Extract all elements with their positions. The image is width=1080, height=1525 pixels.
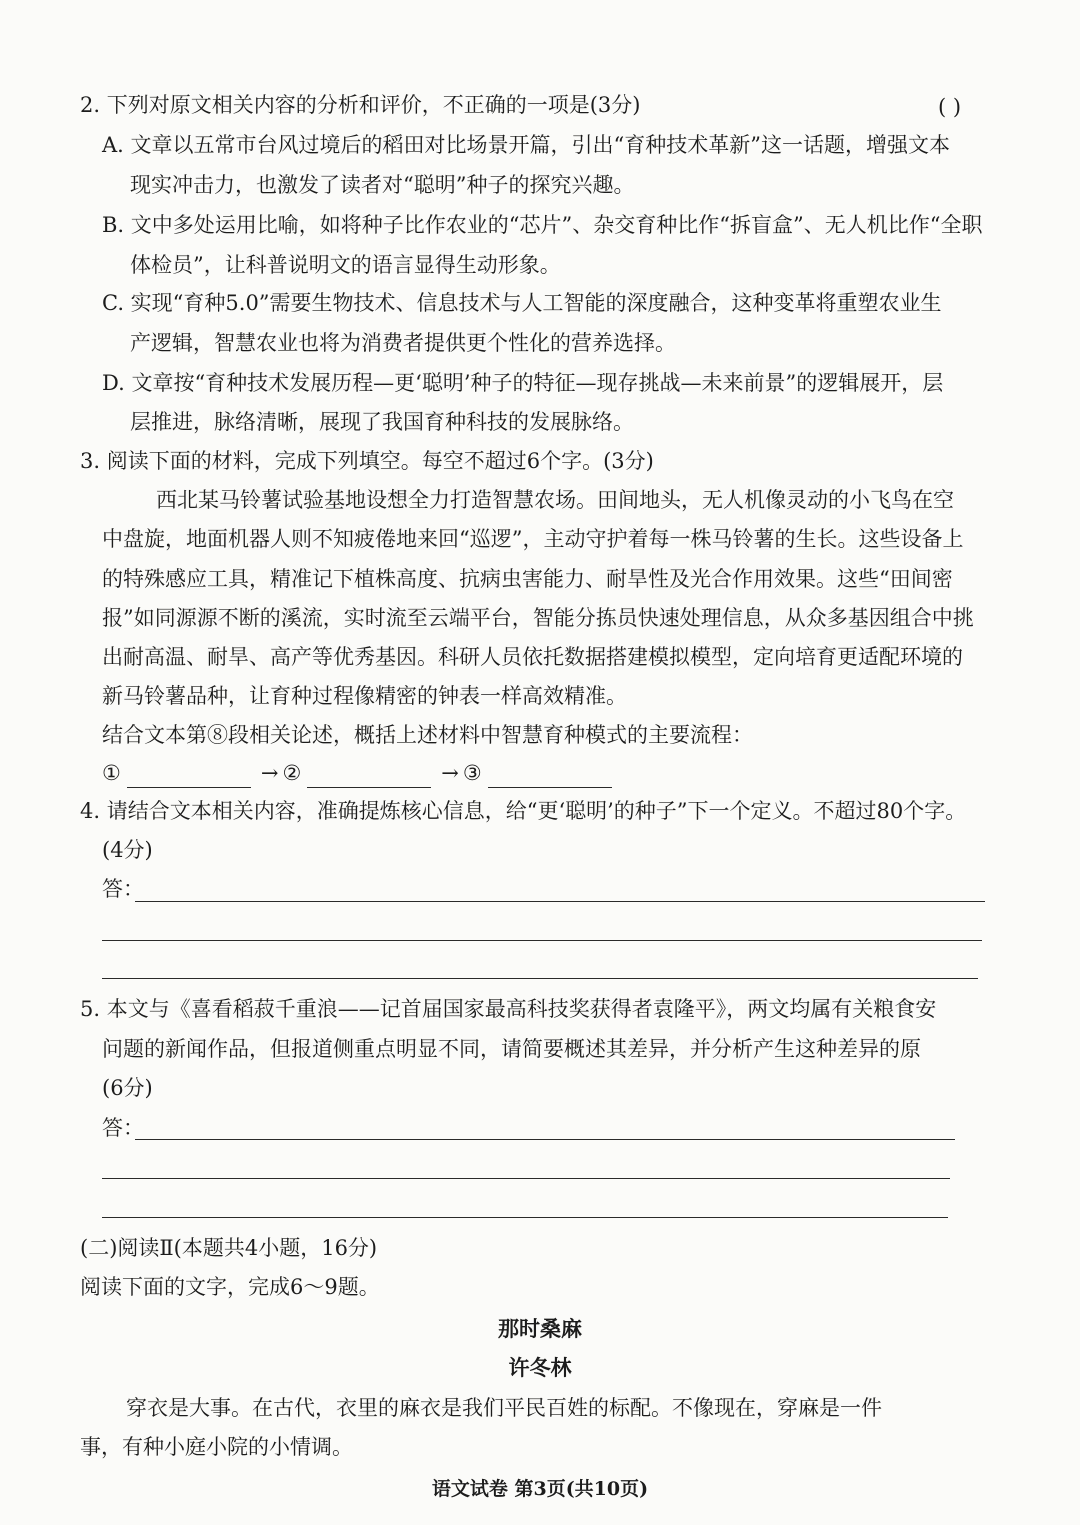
q3-material-line: 报”如同源源不断的溪流，实时流至云端平台，智能分拣员快速处理信息，从众多基因组合中挑	[102, 606, 974, 630]
q5-answer-line[interactable]	[102, 1217, 948, 1218]
passage-author: 许冬林	[508, 1355, 572, 1380]
q4-stem-line2: (4分)	[102, 838, 153, 862]
page-footer: 语文试卷 第3页(共10页)	[431, 1478, 649, 1500]
q2-option-d-line1: D. 文章按“育种技术发展历程—更‘聪明’种子的特征—现存挑战—未来前景”的逻辑展开，层	[102, 371, 944, 395]
q5-answer-line[interactable]	[135, 1139, 955, 1140]
q3-material-line: 西北某马铃薯试验基地设想全力打造智慧农场。田间地头，无人机像灵动的小飞鸟在空	[156, 488, 954, 512]
q2-option-b-line2: 体检员”，让科普说明文的语言显得生动形象。	[130, 253, 561, 277]
flow-arrow-icon: →	[260, 761, 279, 785]
section2-heading: (二)阅读Ⅱ(本题共4小题，16分)	[80, 1236, 378, 1260]
q5-answer-line[interactable]	[102, 1178, 950, 1179]
q3-material-line: 新马铃薯品种，让育种过程像精密的钟表一样高效精准。	[102, 684, 627, 708]
q5-stem-line3: (6分)	[102, 1076, 153, 1100]
passage-title: 那时桑麻	[498, 1316, 582, 1341]
blank-1-field[interactable]	[127, 765, 251, 788]
q3-material-line: 出耐高温、耐旱、高产等优秀基因。科研人员依托数据搭建模拟模型，定向培育更适配环境的	[102, 645, 963, 669]
q5-answer-label: 答：	[102, 1116, 144, 1140]
q2-option-d-line2: 层推进，脉络清晰，展现了我国育种科技的发展脉络。	[130, 410, 634, 434]
q4-answer-line[interactable]	[102, 940, 982, 941]
q3-material-line: 中盘旋，地面机器人则不知疲倦地来回“巡逻”，主动守护着每一株马铃薯的生长。这些设备上	[102, 527, 964, 551]
blank-3-label: ③	[462, 761, 482, 785]
blank-2-label: ②	[282, 761, 302, 785]
answer-paren: ( )	[938, 95, 962, 119]
q2-option-a-line2: 现实冲击力，也激发了读者对“聪明”种子的探究兴趣。	[130, 173, 635, 197]
q4-answer-line[interactable]	[102, 978, 978, 979]
q4-answer-line[interactable]	[135, 901, 985, 902]
q2-option-b-line1: B. 文中多处运用比喻，如将种子比作农业的“芯片”、杂交育种比作“拆盲盒”、无人机比作“全职	[102, 213, 983, 237]
q2-option-c-line2: 产逻辑，智慧农业也将为消费者提供更个性化的营养选择。	[130, 331, 676, 355]
blank-3-field[interactable]	[488, 765, 612, 788]
q4-answer-label: 答：	[102, 877, 144, 901]
q3-stem: 3. 阅读下面的材料，完成下列填空。每空不超过6个字。(3分)	[80, 449, 654, 473]
blank-1-label: ①	[102, 761, 121, 785]
q4-stem-line1: 4. 请结合文本相关内容，准确提炼核心信息，给“更‘聪明’的种子”下一个定义。不超过80个字。	[80, 799, 967, 823]
q3-material-line: 的特殊感应工具，精准记下植株高度、抗病虫害能力、耐旱性及光合作用效果。这些“田间密	[102, 567, 953, 591]
q3-prompt: 结合文本第⑧段相关论述，概括上述材料中智慧育种模式的主要流程：	[102, 723, 753, 747]
flow-arrow-icon: →	[441, 761, 459, 785]
blank-2-field[interactable]	[307, 765, 431, 788]
q2-option-a-line1: A. 文章以五常市台风过境后的稻田对比场景开篇，引出“育种技术革新”这一话题，增强文本	[102, 133, 950, 157]
q3-flow-blanks	[102, 758, 618, 788]
q5-stem-line1: 5. 本文与《喜看稻菽千重浪——记首届国家最高科技奖获得者袁隆平》，两文均属有关粮食安	[80, 997, 937, 1021]
passage-paragraph-line1: 穿衣是大事。在古代，衣里的麻衣是我们平民百姓的标配。不像现在，穿麻是一件	[126, 1396, 882, 1420]
q2-option-c-line1: C. 实现“育种5.0”需要生物技术、信息技术与人工智能的深度融合，这种变革将重塑农业生	[102, 291, 942, 315]
section2-instruction: 阅读下面的文字，完成6～9题。	[80, 1275, 380, 1299]
q5-stem-line2: 问题的新闻作品，但报道侧重点明显不同，请简要概述其差异，并分析产生这种差异的原	[102, 1037, 921, 1061]
q2-stem: 2. 下列对原文相关内容的分析和评价，不正确的一项是(3分)	[80, 93, 641, 117]
passage-paragraph-line2: 事，有种小庭小院的小情调。	[80, 1435, 353, 1459]
